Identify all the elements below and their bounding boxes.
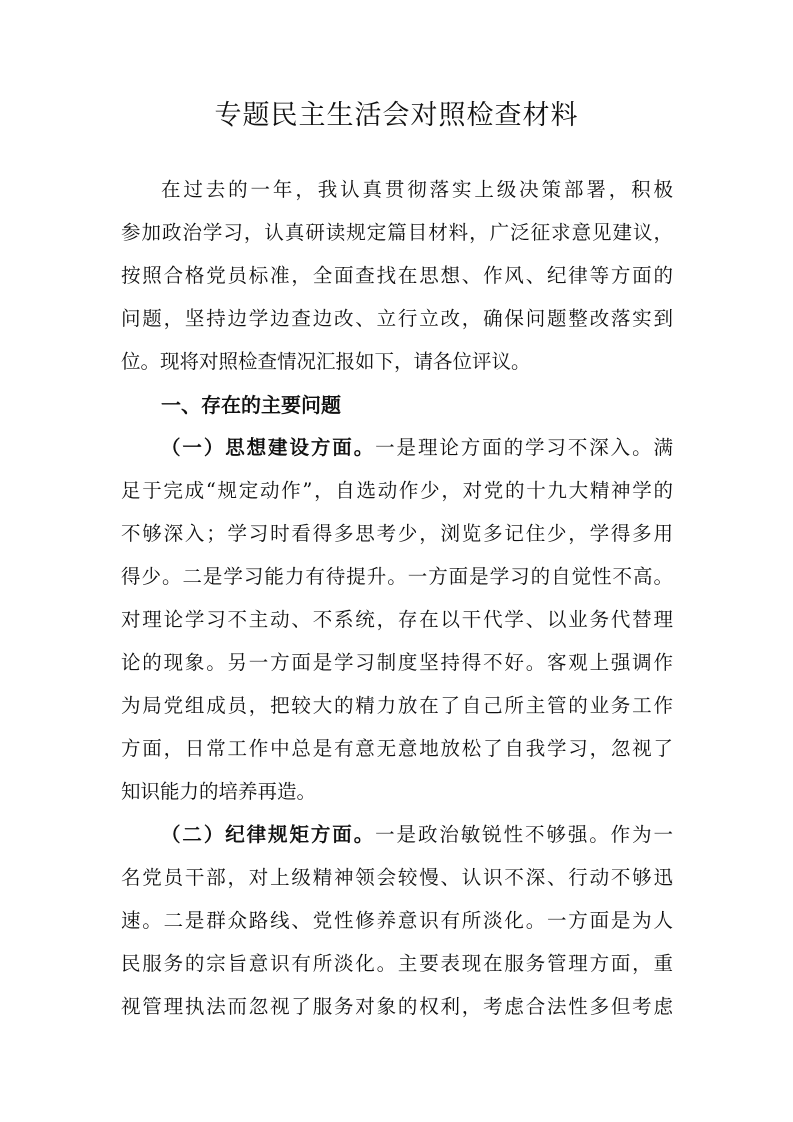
paragraph-line: 得少。二是学习能力有待提升。一方面是学习的自觉性不高。 [121,565,673,588]
intro-line: 在过去的一年，我认真贯彻落实上级决策部署，积极 [161,178,673,201]
paragraph-line: 名党员干部，对上级精神领会较慢、认识不深、行动不够迅 [121,866,673,889]
subsection-heading: （一）思想建设方面。 [161,436,376,459]
intro-line: 按照合格党员标准，全面查找在思想、作风、纪律等方面的 [121,264,673,287]
intro-line: 问题，坚持边学边查边改、立行立改，确保问题整改落实到 [121,307,673,330]
paragraph-line: 速。二是群众路线、党性修养意识有所淡化。一方面是为人 [121,909,673,932]
paragraph-line: 不够深入；学习时看得多思考少，浏览多记住少，学得多用 [121,522,673,545]
document-title: 专题民主生活会对照检查材料 [214,100,579,131]
subsection-first-line [161,815,673,855]
intro-line: 参加政治学习，认真研读规定篇目材料，广泛征求意见建议， [121,221,673,244]
paragraph-line: 知识能力的培养再造。 [121,780,317,803]
paragraph-line: 论的现象。另一方面是学习制度坚持得不好。客观上强调作 [121,651,673,674]
section-heading: 一、存在的主要问题 [161,393,341,417]
paragraph-line: 视管理执法而忽视了服务对象的权利，考虑合法性多但考虑 [121,995,673,1018]
paragraph-line: 为局党组成员，把较大的精力放在了自己所主管的业务工作 [121,694,673,717]
subsection-heading: （二）纪律规矩方面。 [161,823,376,846]
subsection-text: 一是政治敏锐性不够强。作为一 [375,823,673,846]
paragraph-line: 方面，日常工作中总是有意无意地放松了自我学习，忽视了 [121,737,673,760]
subsection-first-line [161,428,673,468]
intro-line: 位。现将对照检查情况汇报如下，请各位评议。 [121,350,531,373]
paragraph-line: 足于完成“规定动作”，自选动作少，对党的十九大精神学的 [121,479,673,502]
paragraph-line: 对理论学习不主动、不系统，存在以干代学、以业务代替理 [121,608,673,631]
subsection-text: 一是理论方面的学习不深入。满 [375,436,673,459]
paragraph-line: 民服务的宗旨意识有所淡化。主要表现在服务管理方面，重 [121,952,673,975]
